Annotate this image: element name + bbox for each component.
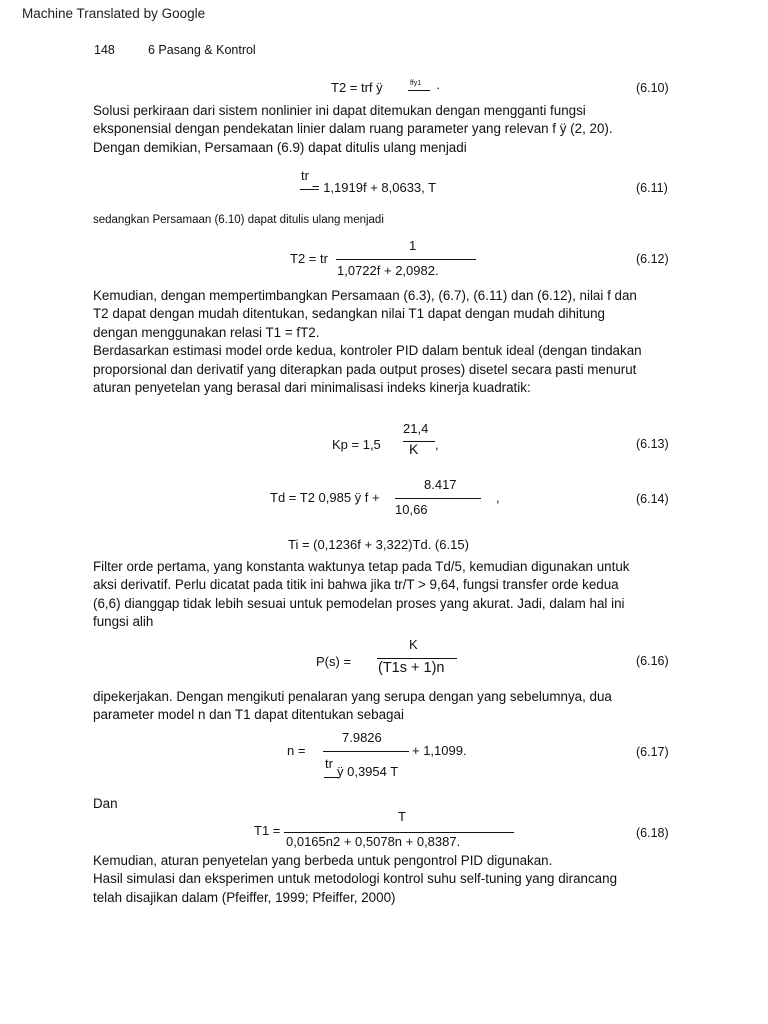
paragraph-4 [93, 558, 629, 632]
text-line: Kemudian, aturan penyetelan yang berbeda untuk pengontrol PID digunakan. [93, 853, 553, 868]
eq-6-17-numerator: 7.9826 [342, 730, 382, 745]
text-line: fungsi alih [93, 614, 154, 630]
dan-text: Dan [93, 796, 118, 811]
paragraph-6 [93, 852, 617, 907]
eq-6-16-lhs: P(s) = [316, 654, 352, 669]
eq-6-18-numerator: T [398, 809, 406, 824]
eq-6-12-lhs: T2 = tr [290, 251, 328, 266]
text-line: parameter model n dan T1 dapat ditentukan sebagai [93, 707, 404, 723]
eq-6-12-number: (6.12) [636, 252, 669, 266]
eq-6-14-bar [395, 498, 481, 499]
eq-6-10-bar [408, 90, 430, 91]
eq-6-16-numerator: K [409, 637, 418, 652]
eq-6-10-text: T2 = trf ÿ [331, 80, 383, 95]
eq-6-17-number: (6.17) [636, 745, 669, 759]
text-line: dengan menggunakan relasi T1 = fT2. [93, 324, 320, 340]
text-line: telah disajikan dalam (Pfeiffer, 1999; Pfeiffer, 2000) [93, 889, 396, 905]
eq-6-18-bar [284, 832, 514, 833]
eq-6-12-numerator: 1 [409, 238, 417, 253]
text-line: Solusi perkiraan dari sistem nonlinier ini dapat ditemukan dengan mengganti fungsi [93, 103, 586, 118]
eq-6-10-number: (6.10) [636, 81, 669, 95]
text-line: aturan penyetelan yang berasal dari minimalisasi indeks kinerja kuadratik: [93, 380, 531, 396]
eq-6-16-bar [377, 658, 457, 659]
eq-6-14-number: (6.14) [636, 492, 669, 506]
eq-6-18-denominator: 0,0165n2 + 0,5078n + 0,8387. [286, 834, 461, 849]
text-line: eksponensial dengan pendekatan linier dalam ruang parameter yang relevan f ÿ (2, 20). [93, 121, 613, 137]
eq-6-13-lhs: Kp = 1,5 [332, 437, 381, 452]
text-line: Filter orde pertama, yang konstanta waktunya tetap pada Td/5, kemudian digunakan untuk [93, 559, 630, 574]
text-line: Dengan demikian, Persamaan (6.9) dapat ditulis ulang menjadi [93, 139, 467, 155]
eq-6-14-denominator: 10,66 [395, 502, 428, 517]
eq-6-13-comma: , [435, 437, 439, 452]
equation-6-15: Ti = (0,1236f + 3,322)Td. (6.15) [288, 537, 469, 552]
eq-6-14-comma: , [496, 490, 500, 505]
paragraph-2: sedangkan Persamaan (6.10) dapat ditulis ulang menjadi [93, 214, 384, 226]
eq-6-11-number: (6.11) [636, 181, 668, 195]
text-line: dipekerjakan. Dengan mengikuti penalaran yang serupa dengan yang sebelumnya, dua [93, 689, 612, 704]
eq-6-17-lhs: n = [287, 743, 306, 758]
eq-6-13-number: (6.13) [636, 437, 669, 451]
eq-6-10-dot: · [436, 80, 441, 95]
text-line: T2 dapat dengan mudah ditentukan, sedangkan nilai T1 dapat dengan mudah dihitung [93, 306, 605, 322]
eq-6-17-sub-bar [324, 777, 338, 778]
chapter-title: 6 Pasang & Kontrol [148, 43, 256, 57]
eq-6-12-bar [336, 259, 476, 260]
eq-6-13-bar [403, 441, 435, 442]
machine-translated-banner: Machine Translated by Google [22, 6, 206, 21]
eq-6-17-tr: tr [325, 756, 333, 771]
text-line: Kemudian, dengan mempertimbangkan Persamaan (6.3), (6.7), (6.11) dan (6.12), nilai f dan [93, 288, 637, 303]
eq-6-17-denominator-rest: ÿ 0,3954 T [337, 764, 399, 779]
eq-6-16-denominator: (T1s + 1)n [378, 660, 445, 676]
text-line: Hasil simulasi dan eksperimen untuk metodologi kontrol suhu self-tuning yang dirancang [93, 871, 618, 887]
eq-6-17-rhs: + 1,1099. [412, 743, 467, 758]
paragraph-5 [93, 688, 612, 725]
eq-6-18-number: (6.18) [636, 826, 669, 840]
eq-6-13-numerator: 21,4 [403, 421, 429, 436]
text-line: Berdasarkan estimasi model orde kedua, kontroler PID dalam bentuk ideal (dengan tindakan [93, 343, 642, 359]
eq-6-12-denominator: 1,0722f + 2,0982. [337, 263, 439, 278]
eq-6-13-denominator: K [409, 441, 419, 457]
eq-6-11-tr: tr [301, 168, 309, 183]
text-line: (6,6) dianggap tidak lebih sesuai untuk pemodelan proses yang akurat. Jadi, dalam hal ini [93, 595, 625, 611]
eq-6-17-bar [323, 751, 409, 752]
text-line: aksi derivatif. Perlu dicatat pada titik ini bahwa jika tr/T > 9,64, fungsi transfer orde kedua [93, 577, 619, 593]
eq-6-16-number: (6.16) [636, 654, 669, 668]
page-number: 148 [94, 43, 115, 57]
eq-6-10-superscript: ffy1 [410, 80, 422, 87]
eq-6-14-numerator: 8.417 [424, 477, 457, 492]
eq-6-14-lhs: Td = T2 0,985 ÿ f + [270, 490, 380, 505]
text-line: proporsional dan derivatif yang diterapkan pada output proses) disetel secara pasti menurut [93, 361, 637, 377]
paragraph-1 [93, 102, 613, 157]
eq-6-18-lhs: T1 = [254, 823, 281, 838]
paragraph-3 [93, 287, 642, 397]
eq-6-11-rhs: = 1,1919f + 8,0633, T [312, 180, 437, 195]
